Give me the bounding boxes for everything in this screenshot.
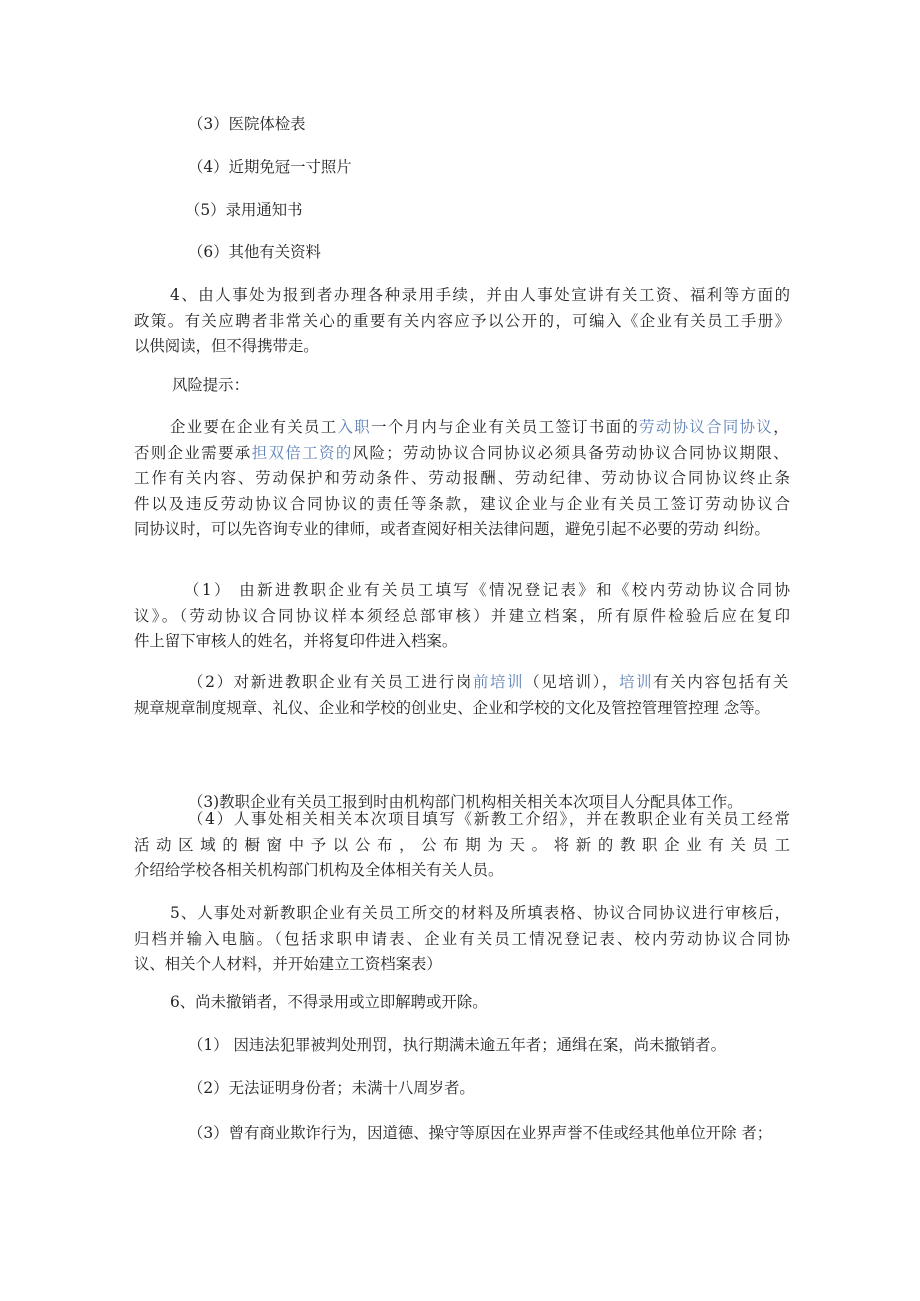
list-item-3: （3）医院体检表 <box>188 115 306 133</box>
text-segment: 风险；劳动协议合同协议必须具备劳动协议合同协议期限、 <box>352 443 790 462</box>
text-line: 规章规章制度规章、礼仪、企业和学校的创业史、企业和学校的文化及管控管理管控理 <box>134 698 719 717</box>
step-4 <box>134 807 790 884</box>
list-item-4: （4）近期免冠一寸照片 <box>188 158 352 176</box>
text-line: 活动区域的橱窗中予以公布，公布期为天。将新的教职企业有关员工 <box>134 835 790 854</box>
text-segment: 否则企业需要承 <box>134 443 252 462</box>
step-2 <box>134 670 790 721</box>
text-line: 同协议时，可以先咨询专业的律师，或者查阅好相关法律问题，避免引起不必要的劳动 <box>134 520 719 538</box>
link-double-wages[interactable]: 担双倍工资的 <box>251 443 353 462</box>
text-line: 工作有关内容、劳动保护和劳动条件、劳动报酬、劳动纪律、劳动协议合同协议终止条 <box>134 469 790 487</box>
step-1 <box>134 578 790 655</box>
text-segment: 企业要在企业有关员工 <box>170 418 338 436</box>
text-line: 介绍给学校各相关机构部门机构及全体相关有关人员。 <box>134 861 504 879</box>
text-segment: （见培训）， <box>524 673 620 691</box>
paragraph-6: 6、尚未撤销者，不得录用或立即解聘或开除。 <box>170 993 488 1011</box>
condition-3 <box>134 1121 790 1147</box>
text-line: 5、人事处对新教职企业有关员工所交的材料及所填表格、协议合同协议进行审核后， <box>170 904 790 922</box>
text-line: 4、由人事处为报到者办理各种录用手续，并由人事处宣讲有关工资、福利等方面的 <box>170 286 790 304</box>
list-item-5: （5）录用通知书 <box>185 201 303 219</box>
text-line: 件以及违反劳动协议合同协议的责任等条款，建议企业与企业有关员工签订劳动协议合 <box>134 494 790 513</box>
paragraph-4 <box>134 283 790 360</box>
link-onboarding[interactable]: 入职 <box>337 418 372 436</box>
link-training[interactable]: 培训 <box>619 673 654 691</box>
text-line: （3）曾有商业欺诈行为，因道德、操守等原因在业界声誉不佳或经其他单位开除 <box>188 1124 737 1142</box>
condition-1: （1） 因违法犯罪被判处刑罚，执行期满未逾五年者；通缉在案，尚未撤销者。 <box>188 1036 726 1054</box>
text-line: （4）人事处相关相关本次项目填写《新教工介绍》，并在教职企业有关员工经常 <box>188 810 790 828</box>
link-pre-job-training[interactable]: 前培训 <box>472 673 525 691</box>
list-item-6: （6）其他有关资料 <box>188 243 321 261</box>
text-line: 政策。有关应聘者非常关心的重要有关内容应予以公开的，可编入《企业有关员工手册》 <box>134 311 790 330</box>
text-segment: （2）对新进教职企业有关员工进行岗 <box>188 673 473 691</box>
text-line: 念等。 <box>723 698 770 717</box>
text-line: 以供阅读，但不得携带走。 <box>134 337 319 355</box>
text-line: 议、相关个人材料，并开始建立工资档案表） <box>134 955 442 973</box>
text-line: 件上留下审核人的姓名，并将复印件进入档案。 <box>134 632 458 650</box>
risk-paragraph <box>134 415 790 543</box>
link-labor-contract[interactable]: 劳动协议合同协议 <box>639 418 774 436</box>
text-line: （1） 由新进教职企业有关员工填写《情况登记表》和《校内劳动协议合同协 <box>184 581 790 599</box>
paragraph-5 <box>134 901 790 978</box>
condition-2: （2）无法证明身份者；未满十八周岁者。 <box>188 1079 475 1097</box>
text-segment: 一个月内与企业有关员工签订书面的 <box>371 418 640 436</box>
text-line: 者； <box>741 1124 773 1142</box>
text-line: （3)教职企业有关员工报到时由机构部门机构相关相关本次项目人分配具体工作。 <box>188 793 743 811</box>
text-segment: ， <box>773 418 790 436</box>
text-line: 纠纷。 <box>723 520 770 538</box>
risk-heading: 风险提示： <box>172 376 249 394</box>
text-segment: 有关内容包括有关 <box>653 673 790 691</box>
text-line: 归档并输入电脑。（包括求职申请表、企业有关员工情况登记表、校内劳动协议合同协 <box>134 929 790 948</box>
text-line: 议》。（劳动协议合同协议样本须经总部审核）并建立档案，所有原件检验后应在复印 <box>134 606 790 625</box>
